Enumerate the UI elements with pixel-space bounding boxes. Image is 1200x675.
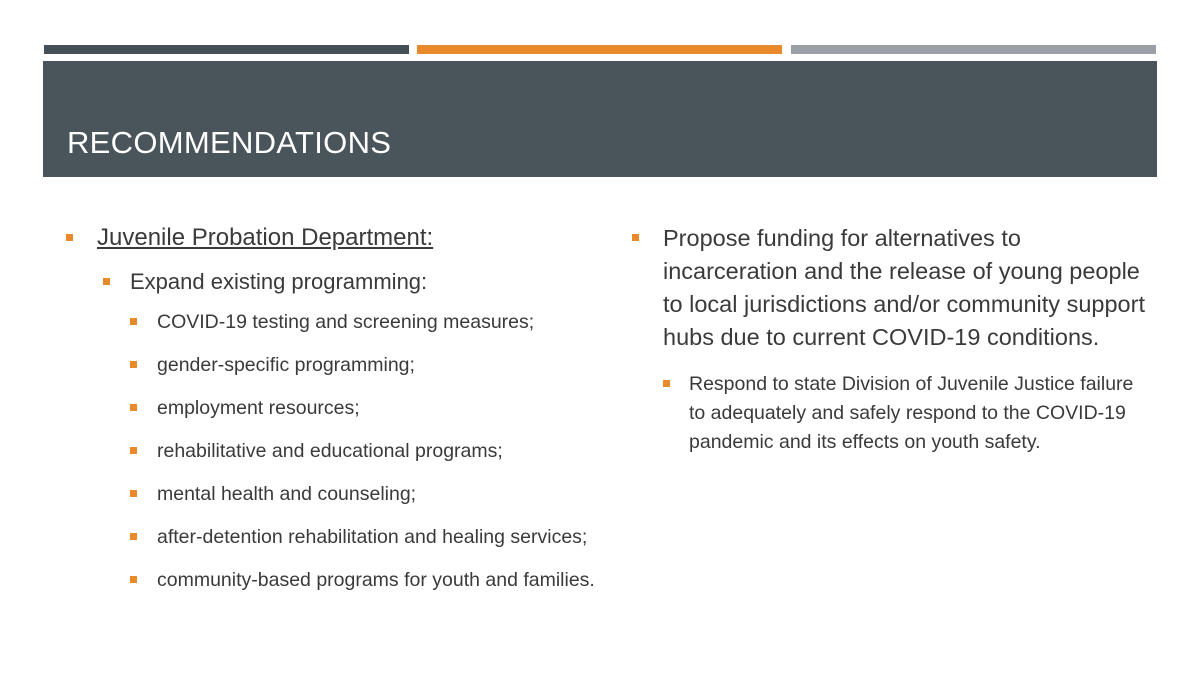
- title-band: [43, 61, 1157, 177]
- department-heading: Juvenile Probation Department:: [97, 224, 434, 251]
- square-bullet-icon: [130, 404, 137, 411]
- list-item-text: COVID-19 testing and screening measures;: [157, 311, 535, 333]
- funding-proposal-text: Propose funding for alternatives to incarceration and the release of young people to local jurisdictions and/or community support hubs due to current COVID-19 conditions.: [663, 225, 1145, 350]
- square-bullet-icon: [632, 234, 639, 241]
- square-bullet-icon: [130, 318, 137, 325]
- list-item-sub: [663, 370, 1152, 457]
- list-item: [130, 438, 606, 464]
- accent-bar-dark: [44, 45, 409, 54]
- square-bullet-icon: [130, 576, 137, 583]
- square-bullet-icon: [66, 234, 73, 241]
- list-item: [130, 352, 606, 378]
- square-bullet-icon: [663, 380, 670, 387]
- square-bullet-icon: [130, 490, 137, 497]
- list-item-text: rehabilitative and educational programs;: [157, 440, 503, 462]
- list-item: [130, 567, 606, 593]
- list-item-subheading: [103, 267, 606, 593]
- sub-list: [103, 267, 606, 593]
- expand-programming-label: Expand existing programming:: [130, 269, 428, 294]
- list-item: [130, 309, 606, 335]
- left-bullet-list: [66, 222, 606, 593]
- list-item-main: [632, 222, 1152, 457]
- left-column: [66, 222, 606, 610]
- square-bullet-icon: [130, 447, 137, 454]
- list-item: [130, 395, 606, 421]
- list-item: [130, 481, 606, 507]
- list-item-text: gender-specific programming;: [157, 354, 415, 376]
- program-list: [130, 309, 606, 593]
- list-item-text: after-detention rehabilitation and healing services;: [157, 526, 588, 548]
- list-item-text: mental health and counseling;: [157, 483, 417, 505]
- square-bullet-icon: [130, 361, 137, 368]
- square-bullet-icon: [130, 533, 137, 540]
- square-bullet-icon: [103, 278, 110, 285]
- list-item: [130, 524, 606, 550]
- accent-bar-orange: [417, 45, 782, 54]
- right-bullet-list: [632, 222, 1152, 457]
- slide-title: RECOMMENDATIONS: [67, 125, 392, 160]
- list-item-text: community-based programs for youth and families.: [157, 569, 595, 591]
- accent-bar-gray: [791, 45, 1156, 54]
- right-sub-list: [663, 370, 1152, 457]
- right-column: [632, 222, 1152, 457]
- list-item-text: employment resources;: [157, 397, 360, 419]
- list-item-heading: [66, 222, 606, 593]
- response-text: Respond to state Division of Juvenile Justice failure to adequately and safely respond to the COVID-19 pandemic and its effects on youth safety.: [689, 373, 1134, 453]
